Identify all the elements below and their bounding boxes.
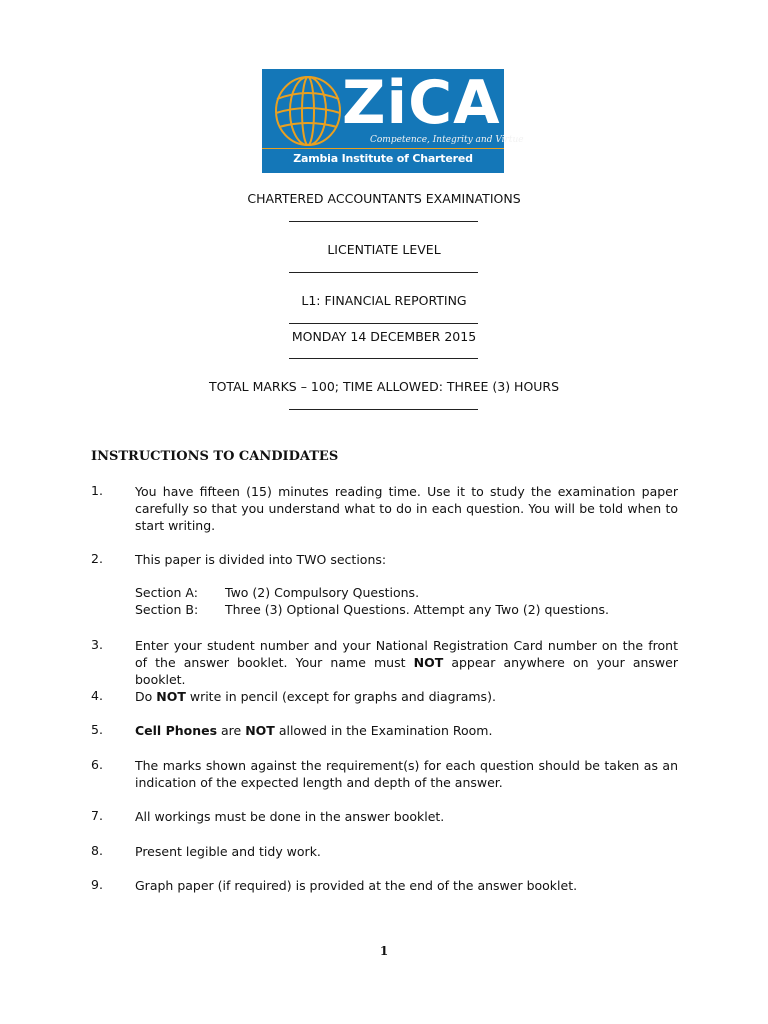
logo-brand: ZiCA bbox=[342, 68, 501, 138]
item-number: 4. bbox=[91, 688, 103, 703]
item-number: 1. bbox=[91, 483, 103, 498]
instruction-text: Present legible and tidy work. bbox=[135, 844, 321, 859]
logo-tagline: Competence, Integrity and Virtue bbox=[370, 135, 524, 145]
divider bbox=[289, 272, 478, 273]
item-number: 5. bbox=[91, 722, 103, 737]
instruction-text: The marks shown against the requirement(s) for each question should be taken as an indication of the expected length and depth of the answer. bbox=[135, 758, 678, 790]
instruction-text: This paper is divided into TWO sections: bbox=[135, 552, 387, 567]
exam-level: LICENTIATE LEVEL bbox=[327, 242, 441, 257]
instruction-text: Do NOT write in pencil (except for graphs and diagrams). bbox=[135, 689, 496, 704]
globe-icon bbox=[268, 73, 350, 149]
exam-date: MONDAY 14 DECEMBER 2015 bbox=[291, 329, 477, 344]
instruction-text: Cell Phones are NOT allowed in the Examination Room. bbox=[135, 723, 493, 738]
section-a-value: Two (2) Compulsory Questions. bbox=[225, 585, 420, 600]
divider bbox=[289, 409, 478, 410]
exam-marks-time: TOTAL MARKS – 100; TIME ALLOWED: THREE (3) HOURS bbox=[208, 379, 560, 394]
instructions-heading: INSTRUCTIONS TO CANDIDATES bbox=[91, 449, 339, 464]
exam-title: CHARTERED ACCOUNTANTS EXAMINATIONS bbox=[247, 191, 521, 206]
logo-institute-name: Zambia Institute of Chartered Accountants bbox=[293, 152, 473, 187]
divider bbox=[289, 221, 478, 222]
section-b-label: Section B: bbox=[135, 602, 199, 617]
item-number: 7. bbox=[91, 808, 103, 823]
emphasis: NOT bbox=[413, 655, 444, 670]
item-number: 8. bbox=[91, 843, 103, 858]
emphasis: NOT bbox=[245, 723, 275, 738]
emphasis: NOT bbox=[156, 689, 186, 704]
divider bbox=[289, 358, 478, 359]
instruction-text: All workings must be done in the answer booklet. bbox=[135, 809, 445, 824]
item-number: 2. bbox=[91, 551, 103, 566]
instruction-text: You have fifteen (15) minutes reading time. Use it to study the examination paper carefully so that you understand what to do in each question. You will be told when to start writing. bbox=[135, 484, 678, 533]
exam-paper: L1: FINANCIAL REPORTING bbox=[301, 293, 467, 308]
item-number: 9. bbox=[91, 877, 103, 892]
emphasis: Cell Phones bbox=[135, 723, 218, 738]
item-number: 6. bbox=[91, 757, 103, 772]
section-b-value: Three (3) Optional Questions. Attempt any Two (2) questions. bbox=[225, 602, 609, 617]
zica-logo bbox=[262, 68, 524, 187]
section-a-label: Section A: bbox=[135, 585, 198, 600]
instruction-text: Enter your student number and your National Registration Card number on the front of the answer booklet. Your name must NOT appear anywhere on your answer booklet. bbox=[135, 638, 678, 687]
page-number: 1 bbox=[379, 944, 389, 958]
instruction-text: Graph paper (if required) is provided at the end of the answer booklet. bbox=[135, 878, 578, 893]
divider bbox=[289, 323, 478, 324]
item-number: 3. bbox=[91, 637, 103, 652]
